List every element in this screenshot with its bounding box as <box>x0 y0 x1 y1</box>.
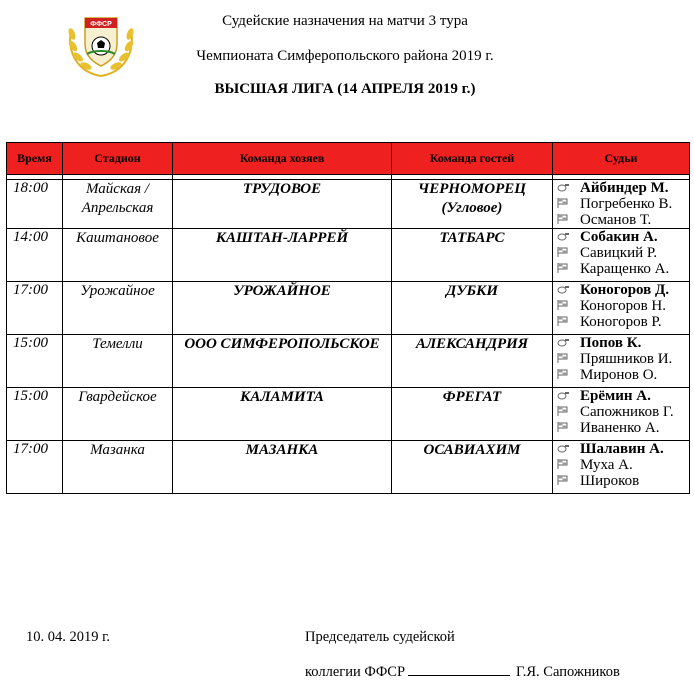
assistant-referee <box>557 457 689 473</box>
main-referee <box>557 388 689 404</box>
match-row <box>7 441 690 494</box>
main-referee <box>557 180 689 196</box>
flag-icon <box>557 245 572 261</box>
referee-name: Савицкий Р. <box>580 245 658 261</box>
referee-name: Каращенко А. <box>580 261 670 277</box>
assistant-referee <box>557 212 689 228</box>
match-row <box>7 282 690 335</box>
away-team: ТАТБАРС <box>392 229 553 282</box>
match-row <box>7 335 690 388</box>
whistle-icon <box>557 282 572 298</box>
referee-name: Муха А. <box>580 457 633 473</box>
referees-cell <box>553 335 690 388</box>
away-team: ЧЕРНОМОРЕЦ (Угловое) <box>392 180 553 229</box>
chairman-signature-line <box>305 663 620 681</box>
referees-cell <box>553 229 690 282</box>
referee-name: Айбиндер М. <box>580 180 669 196</box>
referee-name: Собакин А. <box>580 229 658 245</box>
referee-name: Коногоров Д. <box>580 282 670 298</box>
chairman-title: Председатель судейской <box>305 629 455 645</box>
match-time: 14:00 <box>7 229 63 282</box>
referee-name: Пряшников И. <box>580 351 673 367</box>
assistant-referee <box>557 261 689 277</box>
home-team: КАШТАН-ЛАРРЕЙ <box>173 229 392 282</box>
flag-icon <box>557 212 572 228</box>
flag-icon <box>557 351 572 367</box>
home-team: МАЗАНКА <box>173 441 392 494</box>
assistant-referee <box>557 196 689 212</box>
referee-name: Коногоров Н. <box>580 298 666 314</box>
main-referee <box>557 441 689 457</box>
referees-cell <box>553 388 690 441</box>
flag-icon <box>557 404 572 420</box>
referees-cell <box>553 180 690 229</box>
logo-text: ФФСР <box>90 21 112 28</box>
stadium: Мазанка <box>63 441 173 494</box>
col-header-away: Команда гостей <box>392 143 553 175</box>
away-team: ФРЕГАТ <box>392 388 553 441</box>
whistle-icon <box>557 441 572 457</box>
col-header-stadium: Стадион <box>63 143 173 175</box>
referees-cell <box>553 282 690 335</box>
home-team: ООО СИМФЕРОПОЛЬСКОЕ <box>173 335 392 388</box>
stadium: Урожайное <box>63 282 173 335</box>
whistle-icon <box>557 229 572 245</box>
whistle-icon <box>557 388 572 404</box>
flag-icon <box>557 420 572 436</box>
schedule-table <box>6 142 690 494</box>
referee-name: Ерёмин А. <box>580 388 651 404</box>
main-referee <box>557 282 689 298</box>
assistant-referee <box>557 420 689 436</box>
chairman-title-cont: коллегии ФФСР <box>305 664 406 680</box>
ffsr-logo <box>63 4 139 80</box>
assistant-referee <box>557 367 689 383</box>
flag-icon <box>557 196 572 212</box>
assistant-referee <box>557 314 689 330</box>
match-time: 15:00 <box>7 388 63 441</box>
match-time: 17:00 <box>7 441 63 494</box>
match-time: 18:00 <box>7 180 63 229</box>
referee-name: Широков <box>580 473 640 489</box>
assistant-referee <box>557 245 689 261</box>
stadium: Темелли <box>63 335 173 388</box>
assistant-referee <box>557 404 689 420</box>
chairman-name: Г.Я. Сапожников <box>516 664 620 680</box>
stadium: Майская / Апрельская <box>63 180 173 229</box>
flag-icon <box>557 473 572 489</box>
stadium: Гвардейское <box>63 388 173 441</box>
col-header-time: Время <box>7 143 63 175</box>
referees-cell <box>553 441 690 494</box>
whistle-icon <box>557 335 572 351</box>
match-row <box>7 388 690 441</box>
flag-icon <box>557 261 572 277</box>
match-row <box>7 180 690 229</box>
referee-name: Иваненко А. <box>580 420 660 436</box>
assistant-referee <box>557 473 689 489</box>
document-date: 10. 04. 2019 г. <box>26 629 111 645</box>
whistle-icon <box>557 180 572 196</box>
flag-icon <box>557 367 572 383</box>
col-header-home: Команда хозяев <box>173 143 392 175</box>
referee-name: Коногоров Р. <box>580 314 662 330</box>
match-time: 15:00 <box>7 335 63 388</box>
referee-name: Попов К. <box>580 335 642 351</box>
home-team: ТРУДОВОЕ <box>173 180 392 229</box>
stadium: Каштановое <box>63 229 173 282</box>
away-team: ОСАВИАХИМ <box>392 441 553 494</box>
assistant-referee <box>557 351 689 367</box>
referee-name: Сапожников Г. <box>580 404 674 420</box>
away-team: ДУБКИ <box>392 282 553 335</box>
flag-icon <box>557 457 572 473</box>
referee-name: Погребенко В. <box>580 196 673 212</box>
title-league: ВЫСШАЯ ЛИГА (14 АПРЕЛЯ 2019 г.) <box>214 81 476 97</box>
away-team: АЛЕКСАНДРИЯ <box>392 335 553 388</box>
main-referee <box>557 335 689 351</box>
col-header-referees: Судьи <box>553 143 690 175</box>
flag-icon <box>557 314 572 330</box>
main-referee <box>557 229 689 245</box>
match-time: 17:00 <box>7 282 63 335</box>
signature-line <box>408 663 510 676</box>
referee-name: Шалавин А. <box>580 441 664 457</box>
referee-name: Миронов О. <box>580 367 658 383</box>
title-line-1: Судейские назначения на матчи 3 тура <box>222 13 468 29</box>
home-team: УРОЖАЙНОЕ <box>173 282 392 335</box>
header-row <box>7 143 690 175</box>
match-row <box>7 229 690 282</box>
home-team: КАЛАМИТА <box>173 388 392 441</box>
assistant-referee <box>557 298 689 314</box>
referee-name: Османов Т. <box>580 212 652 228</box>
flag-icon <box>557 298 572 314</box>
title-line-2: Чемпионата Симферопольского района 2019 г. <box>196 48 494 64</box>
